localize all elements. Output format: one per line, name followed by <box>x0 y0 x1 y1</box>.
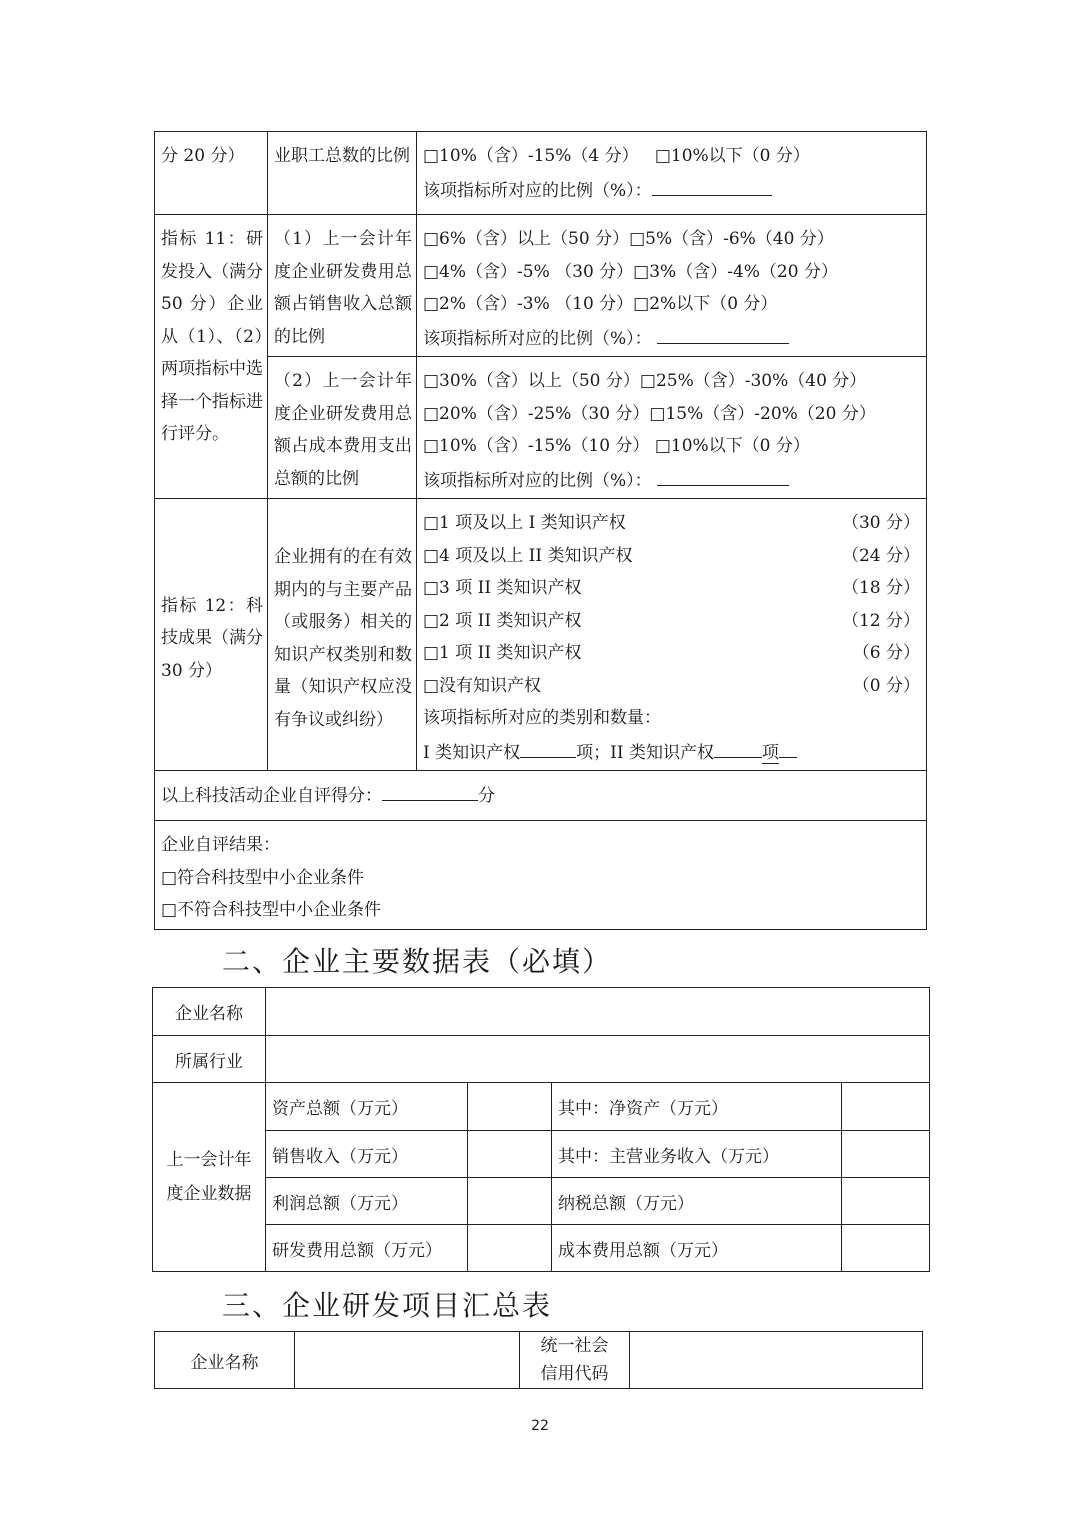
ratio-input[interactable] <box>652 173 772 196</box>
sales-revenue-input[interactable] <box>468 1131 552 1178</box>
industry-input[interactable] <box>266 1036 930 1083</box>
ip-option[interactable]: □3 项 II 类知识产权 <box>423 578 582 598</box>
ip-unit: 项 <box>761 742 779 763</box>
sales-revenue-label: 销售收入（万元） <box>266 1131 468 1178</box>
net-assets-label: 其中：净资产（万元） <box>552 1083 842 1131</box>
result-unqualified-checkbox[interactable]: □不符合科技型中小企业条件 <box>161 900 382 920</box>
ip-option-score: （12 分） <box>841 610 920 631</box>
ip-option-score: （24 分） <box>841 545 920 566</box>
prev-indicator-name-text: 业职工总数的比例 <box>274 146 410 166</box>
option-line[interactable]: □6%（含）以上（50 分）□5%（含）-6%（40 分） <box>423 229 834 249</box>
self-eval-result-cell <box>155 821 927 930</box>
total-score-cell <box>155 771 927 821</box>
credit-code-text: 统一社会信用代码 <box>540 1336 609 1384</box>
ratio-input[interactable] <box>657 463 789 486</box>
option-line[interactable]: □4%（含）-5% （30 分）□3%（含）-4%（20 分） <box>423 261 838 282</box>
total-tax-label: 纳税总额（万元） <box>552 1178 842 1225</box>
ip-option[interactable]: □1 项 II 类知识产权 <box>423 643 582 663</box>
indicator-11-label-cell <box>155 215 268 499</box>
ip-option-score: （30 分） <box>841 513 920 533</box>
total-profit-label: 利润总额（万元） <box>266 1178 468 1225</box>
ratio-label: 该项指标所对应的比例（%）： <box>423 328 652 349</box>
ip-option[interactable]: □2 项 II 类知识产权 <box>423 610 582 631</box>
main-business-revenue-input[interactable] <box>842 1131 930 1178</box>
last-year-data-text: 上一会计年度企业数据 <box>166 1150 252 1204</box>
credit-code-label <box>520 1332 630 1389</box>
option-line[interactable]: □10%（含）-15%（10 分） □10%以下（0 分） <box>423 436 810 456</box>
indicator-11-sub1-label: （1）上一会计年度企业研发费用总额占销售收入总额的比例 <box>274 229 412 347</box>
industry-label: 所属行业 <box>153 1036 266 1083</box>
self-evaluation-table <box>154 131 927 930</box>
t3-company-name-input[interactable] <box>295 1332 520 1389</box>
ip-option-score: （6 分） <box>852 643 920 663</box>
rd-expense-label: 研发费用总额（万元） <box>266 1225 468 1272</box>
option-line[interactable]: □2%（含）-3% （10 分）□2%以下（0 分） <box>423 294 778 314</box>
ip-class2-label: II 类知识产权 <box>610 742 714 763</box>
option-line[interactable]: □20%（含）-25%（30 分）□15%（含）-20%（20 分） <box>423 403 876 424</box>
ip-count-label: 该项指标所对应的类别和数量： <box>423 708 661 728</box>
cell-prev-indicator-options <box>417 132 927 215</box>
indicator-11-sub2-label-cell <box>268 357 417 499</box>
page-number: 22 <box>531 1418 549 1434</box>
rd-expense-input[interactable] <box>468 1225 552 1272</box>
total-score-unit: 分 <box>478 786 495 807</box>
indicator-11-sub1-options <box>417 215 927 357</box>
total-assets-label: 资产总额（万元） <box>266 1083 468 1131</box>
total-score-input[interactable] <box>382 778 478 801</box>
ratio-label: 该项指标所对应的比例（%）： <box>423 180 652 201</box>
section-3-title: 三、企业研发项目汇总表 <box>222 1289 553 1322</box>
underline-tail <box>779 735 797 758</box>
ip-option-score: （0 分） <box>852 675 920 696</box>
total-cost-label: 成本费用总额（万元） <box>552 1225 842 1272</box>
ip-class1-count-input[interactable] <box>520 735 576 758</box>
ip-class2-count-input[interactable] <box>714 735 762 758</box>
ip-unit: 项 <box>576 742 594 763</box>
ip-option[interactable]: □1 项及以上 I 类知识产权 <box>423 513 626 533</box>
company-name-input[interactable] <box>266 988 930 1036</box>
indicator-12-desc-cell <box>268 499 417 771</box>
result-qualified-checkbox[interactable]: □符合科技型中小企业条件 <box>161 867 365 888</box>
ratio-input[interactable] <box>657 321 789 344</box>
indicator-12-desc: 企业拥有的在有效期内的与主要产品（或服务）相关的知识产权类别和数量（知识产权应没有争议或纠纷） <box>274 547 412 730</box>
indicator-12-options <box>417 499 927 771</box>
net-assets-input[interactable] <box>842 1083 930 1131</box>
company-name-label: 企业名称 <box>153 988 266 1036</box>
cell-prev-indicator-name <box>268 132 417 215</box>
option-checkbox[interactable]: □10%（含）-15%（4 分） <box>423 146 639 166</box>
ip-option-score: （18 分） <box>841 578 920 598</box>
cell-prev-indicator-score <box>155 132 268 215</box>
indicator-11-label: 指标 11：研发投入（满分 50 分）企业从（1）、（2）两项指标中选择一个指标进行评分。 <box>161 229 263 444</box>
prev-indicator-score-text: 分 20 分） <box>161 146 245 166</box>
total-assets-input[interactable] <box>468 1083 552 1131</box>
ratio-label: 该项指标所对应的比例（%）： <box>423 470 652 491</box>
ip-class1-label: I 类知识产权 <box>423 742 521 763</box>
ip-option[interactable]: □没有知识产权 <box>423 675 542 696</box>
indicator-12-label: 指标 12：科技成果（满分 30 分） <box>161 595 263 681</box>
main-business-revenue-label: 其中：主营业务收入（万元） <box>552 1131 842 1178</box>
total-tax-input[interactable] <box>842 1178 930 1225</box>
total-profit-input[interactable] <box>468 1178 552 1225</box>
total-cost-input[interactable] <box>842 1225 930 1272</box>
indicator-11-sub2-label: （2）上一会计年度企业研发费用总额占成本费用支出总额的比例 <box>274 371 412 489</box>
indicator-11-sub2-options <box>417 357 927 499</box>
total-score-label: 以上科技活动企业自评得分： <box>161 786 382 807</box>
indicator-12-label-cell <box>155 499 268 771</box>
main-data-table <box>152 987 930 1272</box>
ip-separator: ； <box>593 742 611 763</box>
self-eval-result-label: 企业自评结果： <box>161 835 280 855</box>
credit-code-input[interactable] <box>630 1332 923 1389</box>
last-year-data-label <box>153 1083 266 1272</box>
indicator-11-sub1-label-cell <box>268 215 417 357</box>
section-2-title: 二、企业主要数据表（必填） <box>222 945 613 978</box>
ip-option[interactable]: □4 项及以上 II 类知识产权 <box>423 545 633 566</box>
rd-project-summary-table <box>154 1331 923 1389</box>
option-checkbox[interactable]: □10%以下（0 分） <box>654 146 810 166</box>
t3-company-name-label: 企业名称 <box>155 1332 295 1389</box>
option-line[interactable]: □30%（含）以上（50 分）□25%（含）-30%（40 分） <box>423 371 867 391</box>
